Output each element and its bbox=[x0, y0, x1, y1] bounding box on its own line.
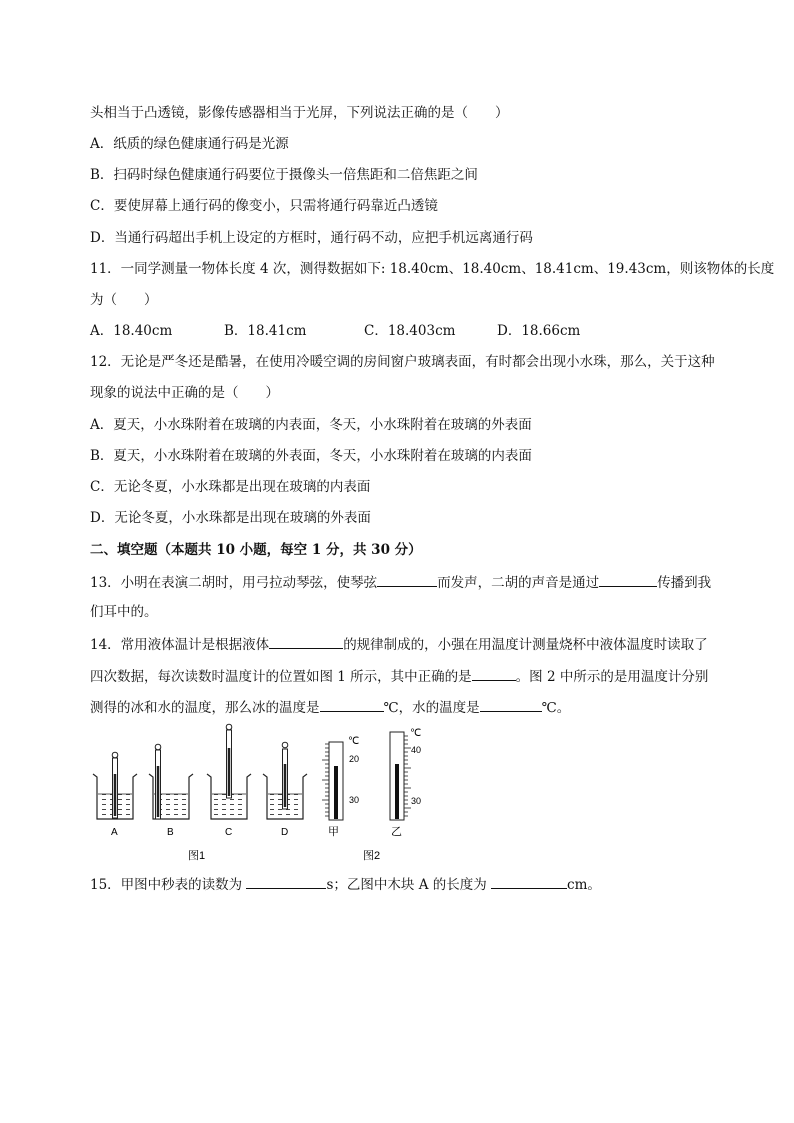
jia-tick-30: 30 bbox=[349, 795, 360, 805]
label-jia: 甲 bbox=[328, 826, 339, 838]
q14-line-3 bbox=[90, 697, 570, 717]
q12-option-a: A．夏天，小水珠附着在玻璃的内表面，冬天，小水珠附着在玻璃的外表面 bbox=[90, 417, 532, 433]
yi-unit: ℃ bbox=[410, 728, 422, 739]
q10-option-d: D．当通行码超出手机上设定的方框时，通行码不动，应把手机远离通行码 bbox=[90, 230, 533, 246]
q14-text-3: 四次数据，每次读数时温度计的位置如图 1 所示，其中正确的是 bbox=[90, 669, 472, 685]
q12-continuation: 现象的说法中正确的是（ ） bbox=[90, 385, 279, 401]
q14-text-6: ℃，水的温度是 bbox=[383, 700, 480, 716]
q10-option-b: B．扫码时绿色健康通行码要位于摄像头一倍焦距和二倍焦距之间 bbox=[90, 167, 478, 183]
jia-unit: ℃ bbox=[348, 736, 360, 747]
label-c: C bbox=[225, 827, 233, 838]
beaker-d bbox=[263, 742, 307, 819]
q14-blank-3[interactable] bbox=[320, 697, 384, 712]
q11-option-c: C．18.403cm bbox=[364, 323, 456, 339]
q14-text-7: ℃。 bbox=[541, 700, 571, 716]
q10-option-c: C．要使屏幕上通行码的像变小，只需将通行码靠近凸透镜 bbox=[90, 198, 438, 214]
label-a: A bbox=[111, 827, 118, 838]
q12-stem: 12．无论是严冬还是酷暑，在使用冷暖空调的房间窗户玻璃表面，有时都会出现小水珠，那么，关于这种 bbox=[90, 354, 715, 370]
q12-option-b: B．夏天，小水珠附着在玻璃的外表面，冬天，小水珠附着在玻璃的内表面 bbox=[90, 448, 532, 464]
q13-continuation: 们耳中的。 bbox=[90, 604, 158, 620]
q15-blank-2[interactable] bbox=[491, 874, 567, 889]
jia-tick-20: 20 bbox=[349, 754, 360, 764]
q14-blank-1[interactable] bbox=[269, 634, 343, 649]
q10-option-a: A．纸质的绿色健康通行码是光源 bbox=[90, 136, 289, 152]
beaker-c bbox=[207, 724, 251, 819]
q13-text-3: 传播到我 bbox=[657, 575, 712, 591]
beaker-b bbox=[149, 744, 193, 819]
q10-continuation: 头相当于凸透镜，影像传感器相当于光屏，下列说法正确的是（ ） bbox=[90, 105, 509, 121]
label-d: D bbox=[281, 827, 289, 838]
yi-tick-30: 30 bbox=[411, 796, 422, 806]
yi-tick-40: 40 bbox=[411, 745, 422, 755]
q13-blank-1[interactable] bbox=[377, 572, 437, 587]
caption-fig2: 图2 bbox=[363, 850, 381, 862]
q14-line-2 bbox=[90, 666, 708, 686]
q11-option-a: A．18.40cm bbox=[90, 323, 173, 339]
q14-blank-4[interactable] bbox=[480, 697, 542, 712]
q14-text-4: 。图 2 中所示的是用温度计分别 bbox=[515, 669, 709, 685]
q15-text-3: cm。 bbox=[567, 877, 601, 893]
q15-blank-1[interactable] bbox=[246, 874, 326, 889]
section-heading: 二、填空题（本题共 10 小题，每空 1 分，共 30 分） bbox=[90, 542, 422, 558]
label-yi: 乙 bbox=[391, 826, 402, 838]
beaker-a bbox=[93, 752, 137, 819]
caption-fig1: 图1 bbox=[188, 850, 206, 862]
q14-line-1 bbox=[90, 634, 708, 654]
q11-continuation: 为（ ） bbox=[90, 292, 158, 308]
q13-stem bbox=[90, 572, 711, 592]
q14-text-1: 14．常用液体温计是根据液体 bbox=[90, 637, 270, 653]
q11-option-d: D．18.66cm bbox=[497, 323, 581, 339]
q15-text-1: 15．甲图中秒表的读数为 bbox=[90, 877, 247, 893]
q14-text-5: 测得的冰和水的温度，那么冰的温度是 bbox=[90, 700, 320, 716]
q13-blank-2[interactable] bbox=[599, 572, 657, 587]
q14-blank-2[interactable] bbox=[472, 666, 516, 681]
q13-text-2: 而发声，二胡的声音是通过 bbox=[437, 575, 600, 591]
q14-text-2: 的规律制成的，小强在用温度计测量烧杯中液体温度时读取了 bbox=[343, 637, 708, 653]
thermometer-yi bbox=[390, 728, 421, 820]
q15-stem bbox=[90, 874, 601, 894]
q12-option-c: C．无论冬夏，小水珠都是出现在玻璃的内表面 bbox=[90, 479, 371, 495]
q11-stem: 11．一同学测量一物体长度 4 次，测得数据如下: 18.40cm、18.40cm、18.41cm、19.43cm，则该物体的长度 bbox=[90, 261, 775, 277]
thermometer-jia bbox=[322, 736, 359, 820]
q12-option-d: D．无论冬夏，小水珠都是出现在玻璃的外表面 bbox=[90, 510, 371, 526]
q14-figure bbox=[85, 722, 445, 867]
q13-text-1: 13．小明在表演二胡时，用弓拉动琴弦，使琴弦 bbox=[90, 575, 378, 591]
q11-option-b: B．18.41cm bbox=[224, 323, 307, 339]
label-b: B bbox=[167, 827, 174, 838]
q15-text-2: s；乙图中木块 A 的长度为 bbox=[326, 877, 492, 893]
